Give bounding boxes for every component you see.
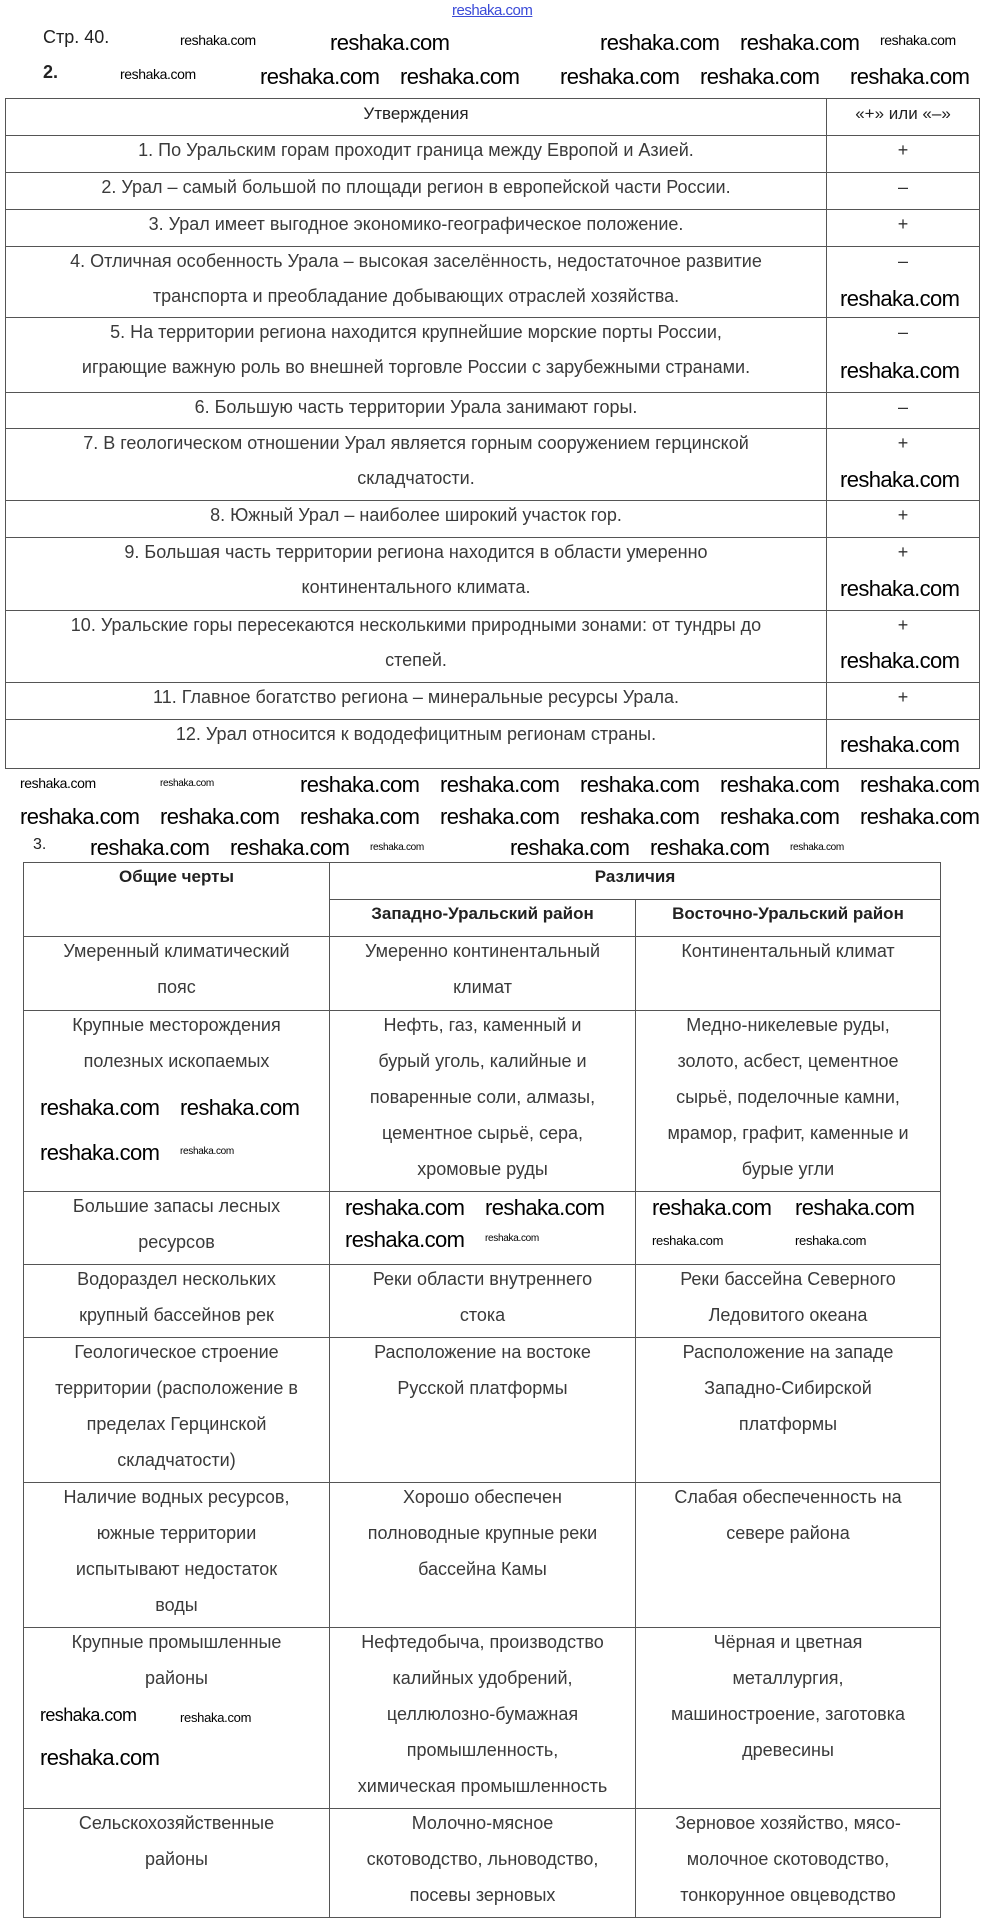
- west-cell: Нефть, газ, каменный и бурый уголь, калийные и поваренные соли, алмазы, цементное сырьё, сера, хромовые руды: [330, 1011, 636, 1192]
- table-row: [24, 937, 941, 1011]
- watermark: reshaka.com: [180, 1710, 252, 1725]
- west-cell: Умеренно континентальный климат: [330, 937, 636, 1011]
- watermark: reshaka.com: [510, 835, 630, 860]
- statement-cell: 10. Уральские горы пересекаются несколькими природными зонами: от тундры до степей.: [6, 611, 827, 683]
- watermark: reshaka.com: [652, 1195, 772, 1220]
- watermark: reshaka.com: [795, 1233, 867, 1248]
- table-header-row: [6, 99, 980, 136]
- watermark: reshaka.com: [850, 64, 970, 89]
- east-cell: Слабая обеспеченность на севере района: [636, 1483, 941, 1628]
- watermark: reshaka.com: [652, 1233, 724, 1248]
- watermark: reshaka.com: [20, 804, 140, 829]
- watermark: reshaka.com: [580, 804, 700, 829]
- header-east: Восточно-Уральский район: [636, 900, 941, 937]
- task-3-number: 3.: [33, 836, 47, 853]
- watermark: reshaka.com: [260, 64, 380, 89]
- east-cell: Чёрная и цветная металлургия, машиностроение, заготовка древесины: [636, 1628, 941, 1809]
- west-cell: Нефтедобыча, производство калийных удобрений, целлюлозно-бумажная промышленность, химическая промышленность: [330, 1628, 636, 1809]
- watermark: reshaka.com: [40, 1745, 160, 1770]
- watermark: reshaka.com: [180, 32, 256, 48]
- watermark: reshaka.com: [90, 835, 210, 860]
- east-cell: Континентальный климат: [636, 937, 941, 1011]
- east-cell: Медно-никелевые руды, золото, асбест, цементное сырьё, поделочные камни, мрамор, графит, каменные и бурые угли: [636, 1011, 941, 1192]
- common-cell: Крупные месторождения полезных ископаемых: [24, 1011, 330, 1192]
- statement-cell: 4. Отличная особенность Урала – высокая заселённость, недостаточное развитие транспорта и преобладание добывающих отраслей хозяйства.: [6, 247, 827, 318]
- site-link[interactable]: reshaka.com: [452, 2, 533, 19]
- answer-cell: +: [827, 136, 980, 173]
- table-row: [6, 318, 980, 393]
- statement-cell: 7. В геологическом отношении Урал является горным сооружением герцинской складчатости.: [6, 429, 827, 501]
- watermark: reshaka.com: [330, 30, 450, 55]
- statement-cell: 2. Урал – самый большой по площади регион в европейской части России.: [6, 173, 827, 210]
- watermark: reshaka.com: [120, 66, 196, 82]
- watermark: reshaka.com: [40, 1095, 160, 1120]
- header-differences: Различия: [330, 863, 941, 900]
- table-row: [6, 173, 980, 210]
- page-label: Стр. 40.: [43, 27, 110, 47]
- watermark: reshaka.com: [400, 64, 520, 89]
- watermark: reshaka.com: [700, 64, 820, 89]
- watermark: reshaka.com: [600, 30, 720, 55]
- table-row: [6, 136, 980, 173]
- watermark: reshaka.com: [485, 1195, 605, 1220]
- task-2-number: 2.: [43, 62, 59, 82]
- watermark: reshaka.com: [440, 772, 560, 797]
- watermark: reshaka.com: [840, 732, 960, 757]
- watermark: reshaka.com: [740, 30, 860, 55]
- watermark: reshaka.com: [840, 358, 960, 383]
- answer-cell: +: [827, 683, 980, 720]
- table-row: [24, 1265, 941, 1338]
- answer-cell: +: [827, 501, 980, 538]
- watermark: reshaka.com: [580, 772, 700, 797]
- table-row: [6, 247, 980, 318]
- west-cell: Хорошо обеспечен полноводные крупные реки бассейна Камы: [330, 1483, 636, 1628]
- statement-cell: 1. По Уральским горам проходит граница между Европой и Азией.: [6, 136, 827, 173]
- watermark: reshaka.com: [840, 576, 960, 601]
- west-cell: Молочно-мясное скотоводство, льноводство, посевы зерновых: [330, 1809, 636, 1918]
- watermark: reshaka.com: [560, 64, 680, 89]
- watermark: reshaka.com: [160, 804, 280, 829]
- watermark: reshaka.com: [40, 1140, 160, 1165]
- table-row: [24, 1809, 941, 1918]
- table-row: [6, 429, 980, 501]
- common-cell: Наличие водных ресурсов, южные территории испытывают недостаток воды: [24, 1483, 330, 1628]
- east-cell: Расположение на западе Западно-Сибирской платформы: [636, 1338, 941, 1483]
- table-row: [6, 720, 980, 769]
- common-cell: Геологическое строение территории (расположение в пределах Герцинской складчатости): [24, 1338, 330, 1483]
- statement-cell: 3. Урал имеет выгодное экономико-географическое положение.: [6, 210, 827, 247]
- watermark: reshaka.com: [180, 1146, 234, 1157]
- watermark: reshaka.com: [650, 835, 770, 860]
- watermark: reshaka.com: [880, 32, 956, 48]
- watermark: reshaka.com: [860, 804, 980, 829]
- table-row: [6, 683, 980, 720]
- answer-cell: –: [827, 393, 980, 429]
- answer-cell: –: [827, 247, 980, 318]
- west-cell: Реки области внутреннего стока: [330, 1265, 636, 1338]
- watermark: reshaka.com: [20, 775, 96, 791]
- header-common: Общие черты: [24, 863, 330, 937]
- watermark: reshaka.com: [345, 1195, 465, 1220]
- table-row: [6, 538, 980, 611]
- west-cell: Расположение на востоке Русской платформы: [330, 1338, 636, 1483]
- answer-cell: –: [827, 173, 980, 210]
- watermark: reshaka.com: [300, 772, 420, 797]
- answer-cell: +: [827, 611, 980, 683]
- table-row: [6, 501, 980, 538]
- statement-cell: 9. Большая часть территории региона находится в области умеренно континентального климата.: [6, 538, 827, 611]
- watermark: reshaka.com: [160, 778, 214, 789]
- statements-table: [5, 98, 980, 769]
- common-cell: Умеренный климатический пояс: [24, 937, 330, 1011]
- watermark: reshaka.com: [180, 1095, 300, 1120]
- watermark: reshaka.com: [720, 804, 840, 829]
- table-row: [24, 1483, 941, 1628]
- table-row: [6, 611, 980, 683]
- table-row: [24, 1338, 941, 1483]
- table-row: [6, 210, 980, 247]
- watermark: reshaka.com: [230, 835, 350, 860]
- statement-cell: 8. Южный Урал – наиболее широкий участок гор.: [6, 501, 827, 538]
- statement-cell: 5. На территории региона находится крупнейшие морские порты России, играющие важную роль во внешней торговле России с зарубежными странами.: [6, 318, 827, 393]
- watermark: reshaka.com: [345, 1227, 465, 1252]
- watermark: reshaka.com: [860, 772, 980, 797]
- table-row: [6, 393, 980, 429]
- watermark: reshaka.com: [485, 1233, 539, 1244]
- answer-cell: +: [827, 538, 980, 611]
- watermark: reshaka.com: [720, 772, 840, 797]
- table-row: [24, 1011, 941, 1192]
- answer-cell: +: [827, 210, 980, 247]
- common-cell: Сельскохозяйственные районы: [24, 1809, 330, 1918]
- comparison-table: [23, 862, 941, 1918]
- common-cell: Большие запасы лесных ресурсов: [24, 1192, 330, 1265]
- watermark: reshaka.com: [795, 1195, 915, 1220]
- watermark: reshaka.com: [790, 842, 844, 853]
- table-header-row: [24, 863, 941, 900]
- statement-cell: 6. Большую часть территории Урала занимают горы.: [6, 393, 827, 429]
- east-cell: Реки бассейна Северного Ледовитого океана: [636, 1265, 941, 1338]
- answer-cell: –: [827, 318, 980, 393]
- watermark: reshaka.com: [840, 648, 960, 673]
- watermark: reshaka.com: [40, 1705, 137, 1725]
- header-statements: Утверждения: [6, 99, 827, 136]
- answer-cell: +: [827, 429, 980, 501]
- statement-cell: 11. Главное богатство региона – минеральные ресурсы Урала.: [6, 683, 827, 720]
- watermark: reshaka.com: [840, 286, 960, 311]
- statement-cell: 12. Урал относится к вододефицитным регионам страны.: [6, 720, 827, 769]
- watermark: reshaka.com: [840, 467, 960, 492]
- common-cell: Крупные промышленные районы: [24, 1628, 330, 1809]
- watermark: reshaka.com: [300, 804, 420, 829]
- header-plus-minus: «+» или «–»: [827, 99, 980, 136]
- header-west: Западно-Уральский район: [330, 900, 636, 937]
- watermark: reshaka.com: [370, 842, 424, 853]
- common-cell: Водораздел нескольких крупный бассейнов рек: [24, 1265, 330, 1338]
- watermark: reshaka.com: [440, 804, 560, 829]
- table-row: [24, 1628, 941, 1809]
- east-cell: Зерновое хозяйство, мясо- молочное скотоводство, тонкорунное овцеводство: [636, 1809, 941, 1918]
